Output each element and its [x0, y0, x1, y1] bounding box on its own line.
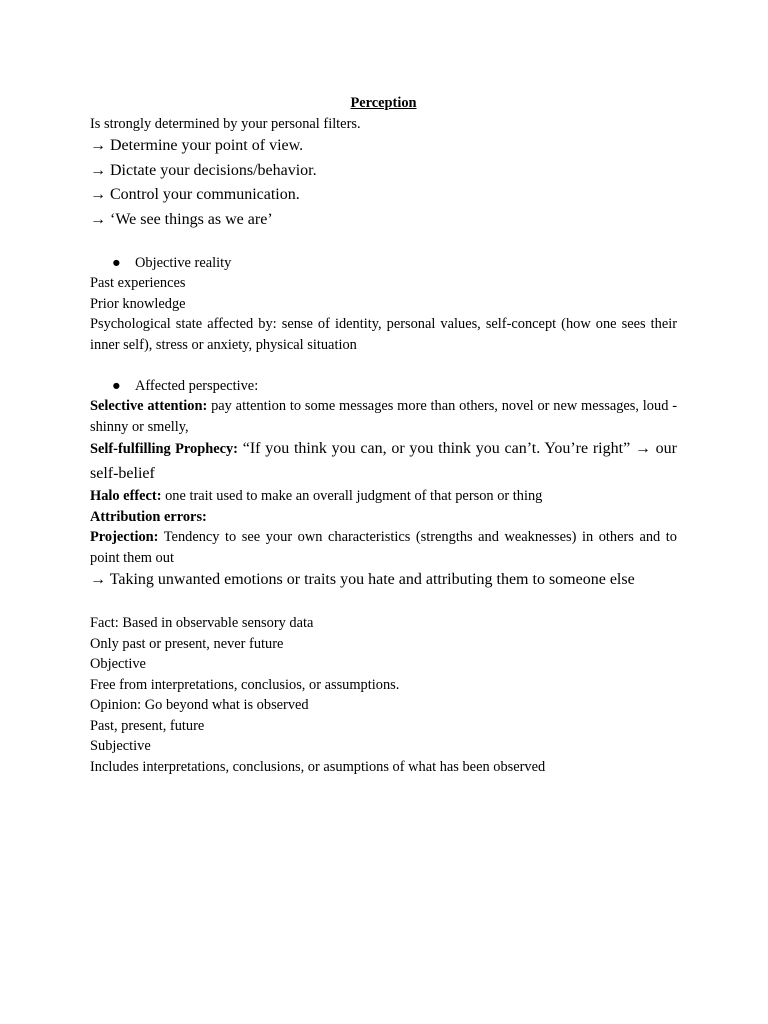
list-item: Past experiences [90, 275, 186, 291]
term-definition: one trait used to make an overall judgment of that person or thing [161, 488, 543, 504]
bullet-affected-perspective [90, 376, 677, 397]
term-label: Selective attention: [90, 398, 208, 414]
list-item: Prior knowledge [90, 295, 186, 312]
bullet-dot-icon: ● [112, 254, 121, 271]
spacer [90, 593, 677, 614]
arrow-item: → Dictate your decisions/behavior. [90, 161, 317, 179]
bullet-dot-icon: ● [112, 377, 121, 394]
halo-effect-paragraph [90, 486, 677, 507]
arrow-item: → Taking unwanted emotions or traits you hate and attributing them to someone else [90, 571, 635, 588]
spacer [90, 232, 677, 253]
arrow-item: → Determine your point of view. [90, 137, 304, 154]
projection-paragraph [90, 527, 677, 568]
self-fulfilling-prophecy-paragraph [90, 437, 677, 486]
list-item: Only past or present, never future [90, 635, 284, 652]
arrow-item: → ‘We see things as we are’ [90, 210, 273, 228]
bullet-objective-reality [90, 253, 677, 274]
list-item: Past, present, future [90, 717, 205, 734]
term-definition: “If you think you can, or you think you can’t. You’re right” → our self-belief [90, 440, 677, 482]
document-body [90, 93, 677, 777]
bullet-label: Objective reality [135, 254, 232, 271]
list-item: Free from interpretations, conclusios, or assumptions. [90, 676, 400, 693]
list-item: Opinion: Go beyond what is observed [90, 697, 309, 713]
list-item: Includes interpretations, conclusions, or asumptions of what has been observed [90, 758, 546, 775]
attribution-errors-heading: Attribution errors: [90, 508, 207, 525]
term-label: Halo effect: [90, 488, 162, 504]
term-definition: Tendency to see your own characteristics (strengths and weaknesses) in others and to point them out [90, 529, 677, 566]
term-label: Projection: [90, 529, 159, 545]
list-item: Fact: Based in observable sensory data [90, 615, 314, 631]
page-title: Perception [350, 95, 417, 111]
arrow-item: → Control your communication. [90, 186, 300, 203]
spacer [90, 355, 677, 376]
bullet-label: Affected perspective: [135, 377, 259, 394]
list-item: Objective [90, 656, 146, 672]
psychological-state-paragraph: Psychological state affected by: sense of identity, personal values, self-concept (how one sees their inner self), stress or anxiety, physical situation [90, 316, 677, 353]
term-label: Self-fulfilling Prophecy: [90, 441, 238, 457]
list-item: Subjective [90, 738, 151, 754]
term-definition: pay attention to some messages more than others, novel or new messages, loud - shinny or smelly, [90, 398, 677, 435]
selective-attention-paragraph [90, 396, 677, 437]
intro-line: Is strongly determined by your personal filters. [90, 115, 361, 132]
